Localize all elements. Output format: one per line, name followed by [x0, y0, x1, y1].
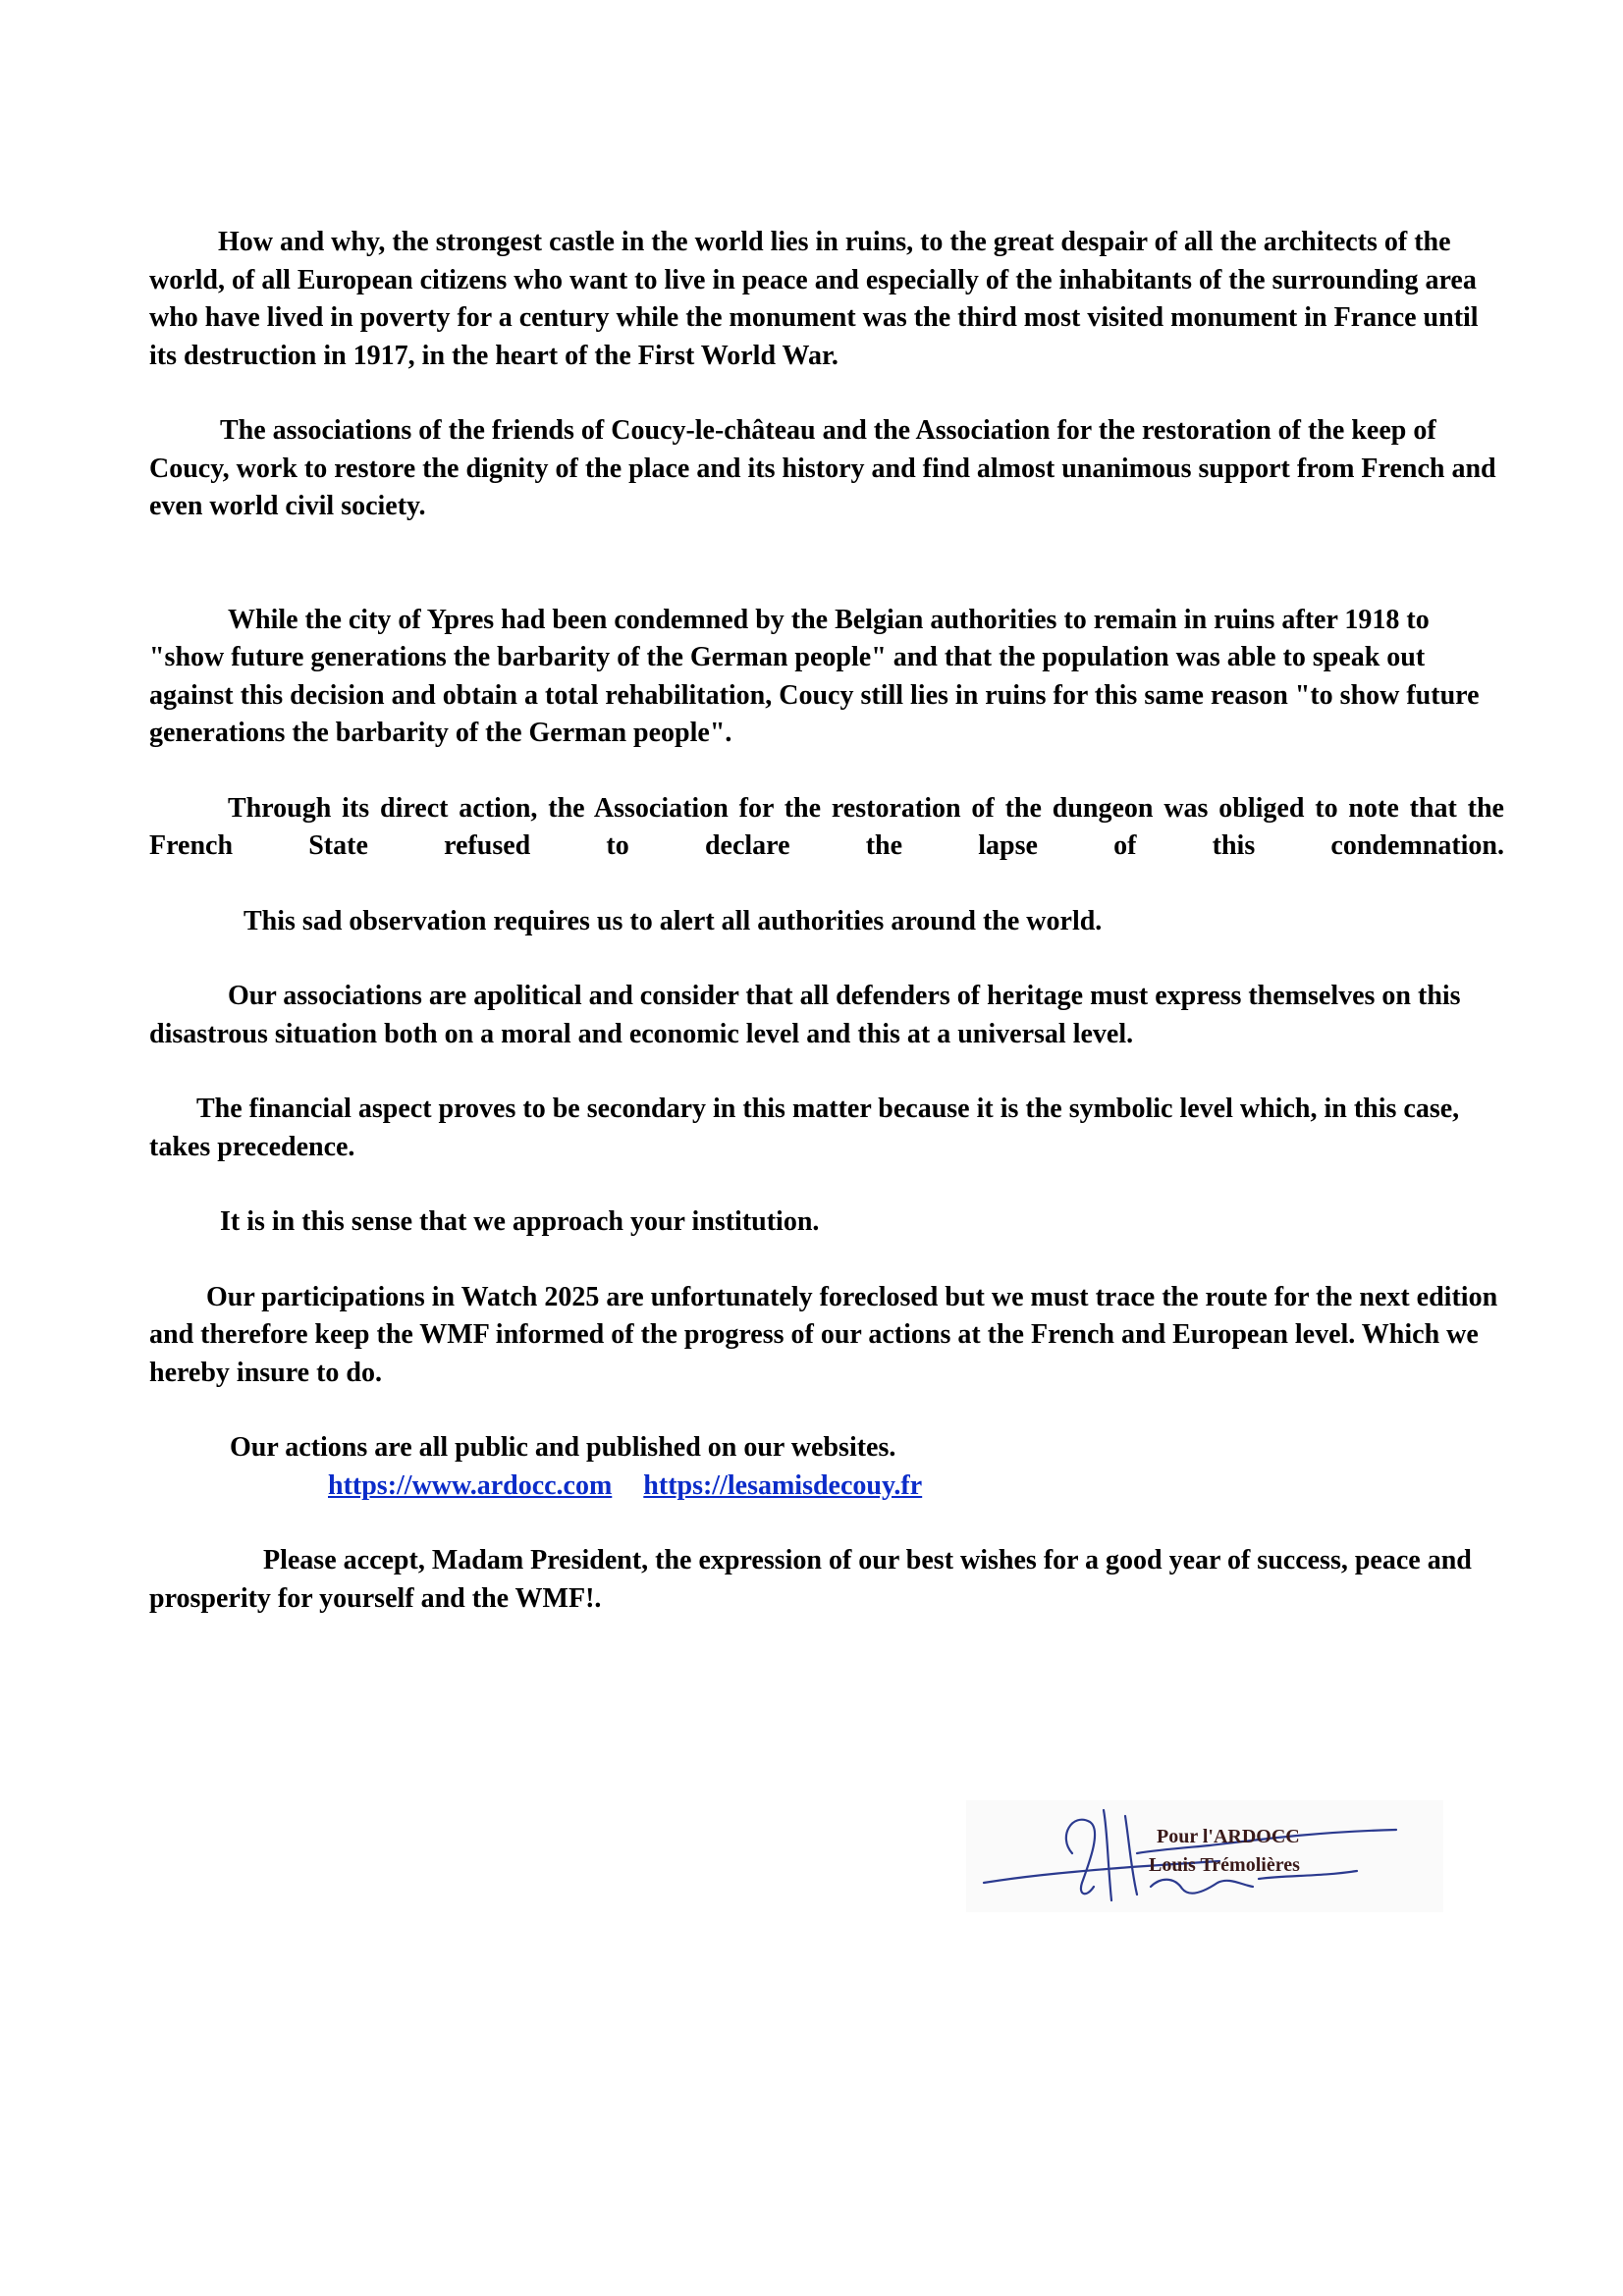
link-lesamisdecoucy[interactable]: https://lesamisdecouy.fr: [643, 1469, 923, 1501]
paragraph-ypres: While the city of Ypres had been condemned by the Belgian authorities to remain in ruins after 1918 to "show future generations the barbarity of the German people" and that the population was able to speak out against this decision and obtain a total rehabilitation, Coucy still lies in ruins for this same reason "to show future generations the barbarity of the German people".: [149, 604, 1480, 748]
signature-block: [964, 1792, 1445, 1916]
paragraph-closing-wishes: Please accept, Madam President, the expression of our best wishes for a good year of success, peace and prosperity for yourself and the WMF!.: [149, 1545, 1472, 1614]
signature-line-name: Louis Trémolières: [1149, 1854, 1300, 1876]
paragraph-associations: The associations of the friends of Coucy-le-château and the Association for the restoration of the keep of Coucy, work to restore the dignity of the place and its history and find almost unanimous support from French and even world civil society.: [149, 415, 1496, 521]
paragraph-castle-ruins: How and why, the strongest castle in the world lies in ruins, to the great despair of all the architects of the world, of all European citizens who want to live in peace and especially of the inhabitants of the surrounding area who have lived in poverty for a century while the monument was the third most visited monument in France until its destruction in 1917, in the heart of the First World War.: [149, 227, 1479, 371]
paragraph-websites: Our actions are all public and published on our websites.: [230, 1432, 896, 1463]
paragraph-apolitical: Our associations are apolitical and consider that all defenders of heritage must express themselves on this disastrous situation both on a moral and economic level and this at a universal level.: [149, 981, 1461, 1049]
paragraph-sad-observation: This sad observation requires us to alert all authorities around the world.: [243, 905, 1103, 936]
signature-line-organization: Pour l'ARDOCC: [1157, 1826, 1300, 1847]
paragraph-direct-action: Through its direct action, the Association for the restoration of the dungeon was obliged to note that the French State refused to declare the lapse of this condemnation.: [149, 792, 1504, 861]
link-ardocc[interactable]: https://www.ardocc.com: [328, 1469, 613, 1501]
paragraph-financial-aspect: The financial aspect proves to be secondary in this matter because it is the symbolic level which, in this case, takes precedence.: [149, 1094, 1460, 1162]
paragraph-institution: It is in this sense that we approach your institution.: [220, 1206, 820, 1237]
paragraph-watch-2025: Our participations in Watch 2025 are unfortunately foreclosed but we must trace the route for the next edition and therefore keep the WMF informed of the progress of our actions at the French and European level. Which we hereby insure to do.: [149, 1281, 1498, 1388]
letter-body: [149, 224, 1504, 1618]
website-links: [149, 1468, 1504, 1506]
